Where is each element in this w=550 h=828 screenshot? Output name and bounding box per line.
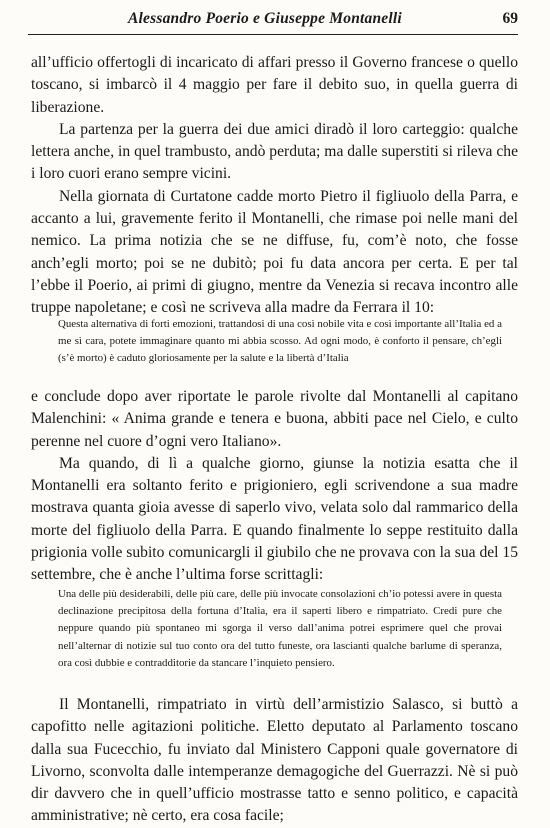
paragraph: Il Montanelli, rimpatriato in virtù dell’armistizio Salasco, si buttò a capofitto nelle agitazioni politiche. Eletto deputato al Parlamento toscano dalla sua Fucecchio, fu inviato dal Ministero Capponi quale governatore di Livorno, sconvolta dalle intemperanze demagogiche del Guerrazzi. Nè si può dir davvero che in quell’ufficio mostrasse tatto e senno politico, e capacità amministrative; nè certo, era cosa facile;	[31, 696, 518, 825]
paragraph: e conclude dopo aver riportate le parole rivolte dal Montanelli al capitano Malenchini: « Anima grande e tenera e buona, abbiti pace nel Cielo, e culto perenne nel cuore d’ogni vero Italiano».	[31, 388, 518, 450]
block-quote	[58, 316, 502, 368]
running-header	[28, 8, 518, 30]
paragraph: all’ufficio offertogli di incaricato di affari presso il Governo francese o quello toscano, si imbarcò il 4 maggio per fare il debito suo, in quella guerra di liberazione.	[31, 54, 518, 116]
block-quote	[58, 586, 502, 672]
header-rule	[28, 34, 518, 35]
page-number: 69	[502, 10, 518, 27]
quote-text: Questa alternativa di forti emozioni, trattandosi di una così nobile vita e così importante all’Italia ed a me sì cara, potete immaginare quanto mi abbia scosso. Ad ogni modo, è conforto il pensare, ch’egli (s’è morto) è caduto gloriosamente per la salute e la libertà d’Italia	[58, 318, 502, 365]
quote-text: Una delle più desiderabili, delle più care, delle più invocate consolazioni ch’io potessi avere in questa declinazione precipitosa della fortuna d’Italia, era il saperti libero e rimpatriato. Credi pure che neppure quando più spontaneo mi sgorga il verso dall’anima potrei esprimere quel che provai nell’alternar di notizie sul tuo conto ora del tutto funeste, ora lascianti qualche barlume di speranza, ora così dubbie e contradditorie da stancare l’inquieto pensiero.	[58, 588, 502, 669]
paragraph: Nella giornata di Curtatone cadde morto Pietro il figliuolo della Parra, e accanto a lui, gravemente ferito il Montanelli, che rimase poi nelle mani del nemico. La prima notizia che se ne diffuse, fu, com’è noto, che fosse anch’egli morto; poi se ne dubitò; poi fu data ancora per certa. E per tal l’ebbe il Poerio, ai primi di giugno, mentre da Venezia si recava incontro alle truppe napoletane; e così ne scriveva alla madre da Ferrara il 10:	[31, 187, 518, 317]
body-text-bottom	[31, 694, 518, 828]
body-text-middle	[31, 386, 518, 587]
paragraph: La partenza per la guerra dei due amici diradò il loro carteggio: qualche lettera anche, in quel trambusto, andò perduta; ma dalle superstiti si rileva che i loro cuori erano sempre vicini.	[31, 120, 518, 183]
paragraph: Ma quando, di lì a qualche giorno, giunse la notizia esatta che il Montanelli era soltanto ferito e prigioniero, egli scrivendone a sua madre mostrava quanta gioia avesse di saperlo vivo, velata solo dal rammarico della morte del figliuolo della Parra. E quando finalmente lo seppe restituito dalla prigionia volle subito comunicargli il giubilo che ne provava con la sua del 15 settembre, che è anche l’ultima forse scrittagli:	[31, 454, 518, 584]
body-text-top	[31, 52, 518, 320]
running-title: Alessandro Poerio e Giuseppe Montanelli	[128, 10, 402, 27]
